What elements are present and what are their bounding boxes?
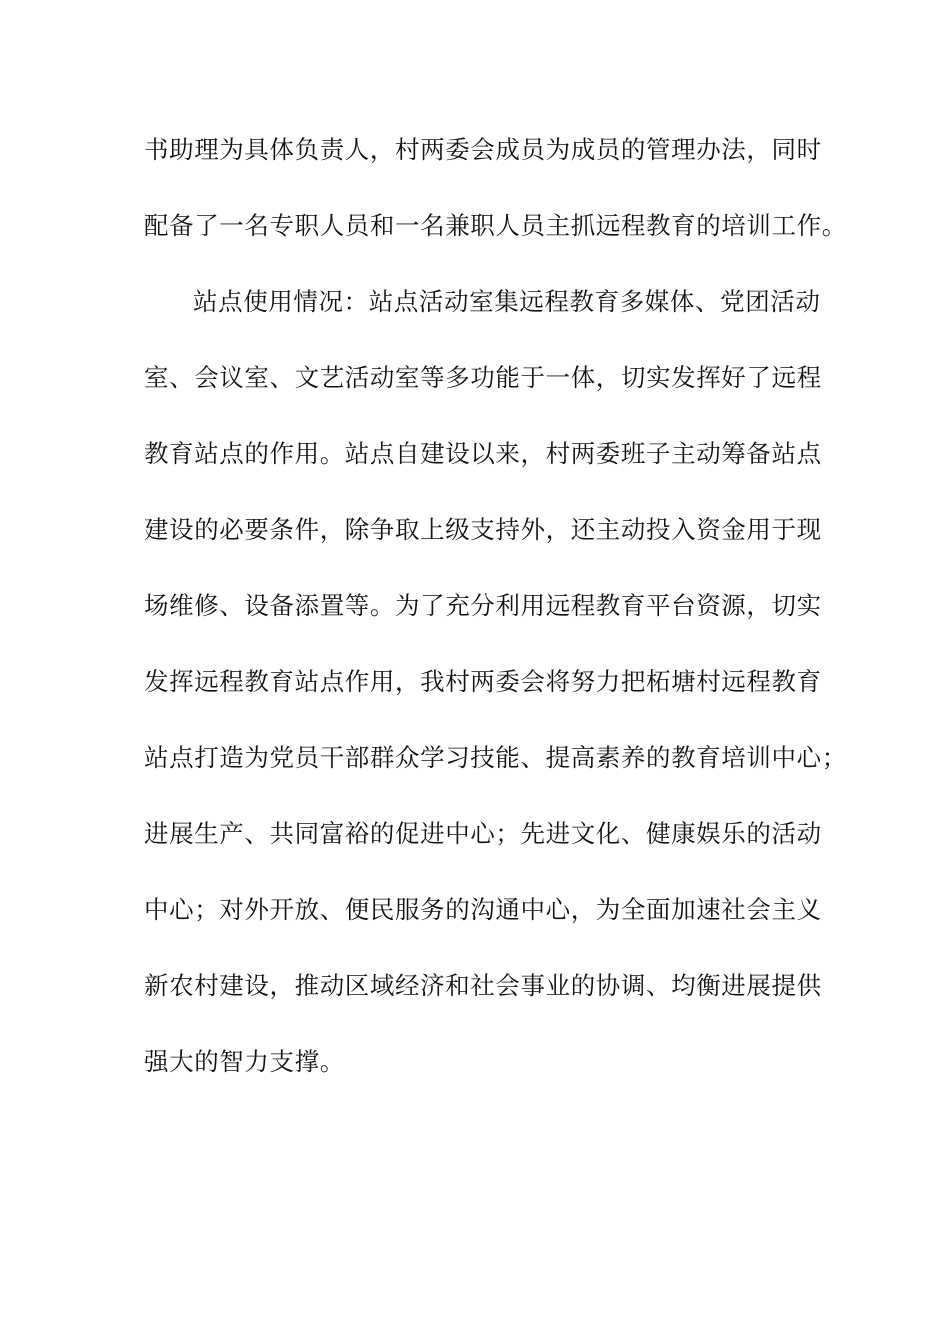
text-line: 发挥远程教育站点作用，我村两委会将努力把柘塘村远程教育	[144, 667, 822, 696]
text-line: 建设的必要条件，除争取上级支持外，还主动投入资金用于现	[144, 515, 822, 544]
text-line: 配备了一名专职人员和一名兼职人员主抓远程教育的培训工作。	[144, 211, 847, 240]
document-body	[144, 128, 847, 1116]
text-line: 站点打造为党员干部群众学习技能、提高素养的教育培训中心；	[144, 743, 847, 772]
text-line: 书助理为具体负责人，村两委会成员为成员的管理办法，同时	[144, 135, 822, 164]
text-line: 新农村建设，推动区域经济和社会事业的协调、均衡进展提供	[144, 971, 822, 1000]
text-line: 强大的智力支撑。	[144, 1047, 345, 1076]
text-line: 进展生产、共同富裕的促进中心；先进文化、健康娱乐的活动	[144, 819, 822, 848]
text-line: 教育站点的作用。站点自建设以来，村两委班子主动筹备站点	[144, 439, 822, 468]
text-line: 室、会议室、文艺活动室等多功能于一体，切实发挥好了远程	[144, 363, 822, 392]
text-line: 中心；对外开放、便民服务的沟通中心，为全面加速社会主义	[144, 895, 822, 924]
paragraph-first-line: 站点使用情况：站点活动室集远程教育多媒体、党团活动	[193, 287, 821, 316]
text-line: 场维修、设备添置等。为了充分利用远程教育平台资源，切实	[144, 591, 822, 620]
